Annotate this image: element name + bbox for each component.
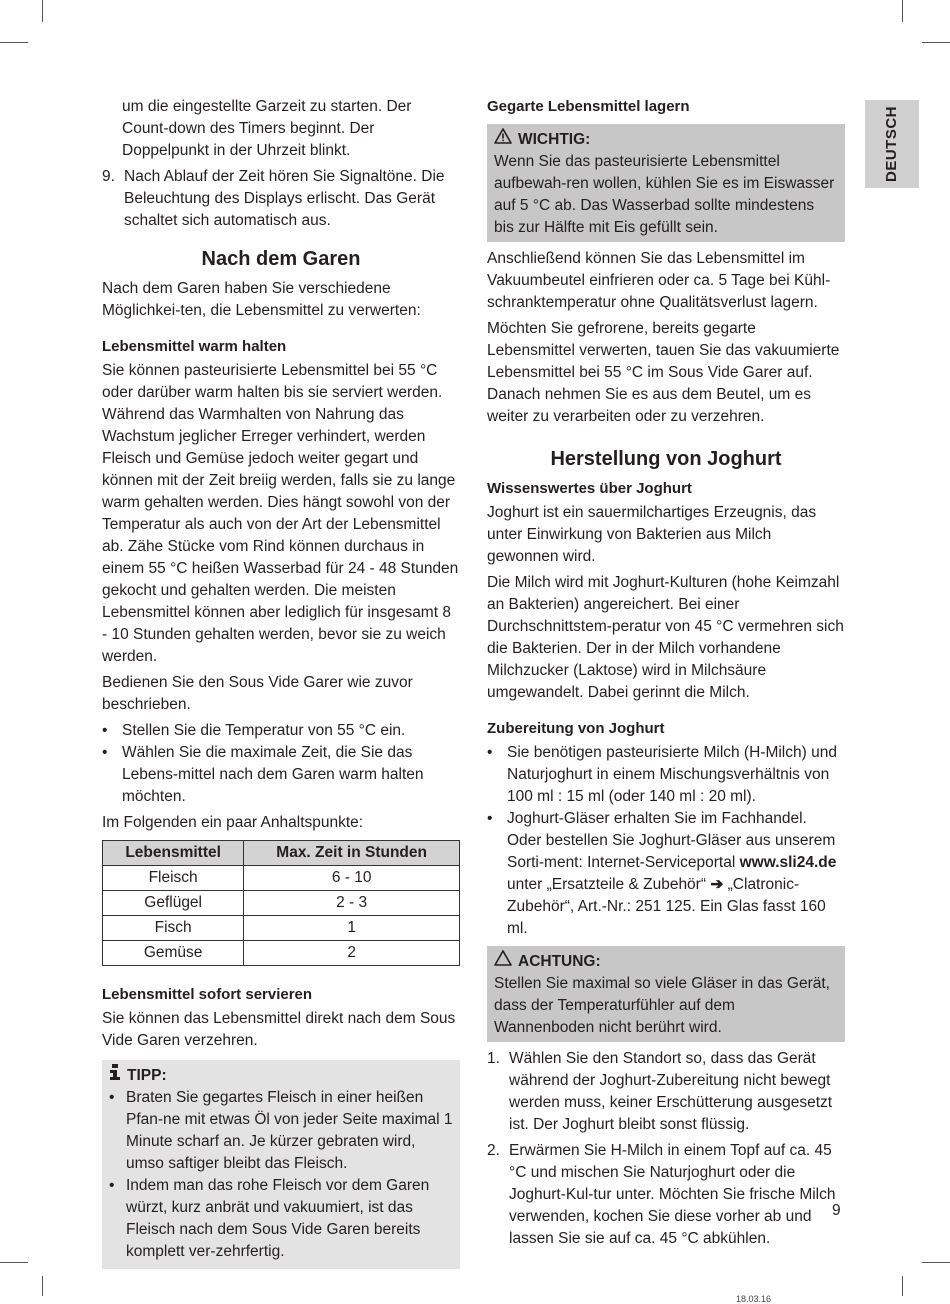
bullet-text: Wählen Sie die maximale Zeit, die Sie das Lebens-mittel nach dem Garen warm halten möchten. (122, 744, 424, 805)
warning-title: WICHTIG: (518, 130, 591, 148)
list-item (102, 720, 460, 742)
table-header: Lebensmittel (103, 841, 244, 866)
table-cell: 2 (244, 941, 460, 966)
section-title-joghurt: Herstellung von Joghurt (550, 448, 782, 470)
table-cell: Gemüse (103, 941, 244, 966)
crop-mark (0, 42, 28, 43)
step-item (487, 1140, 845, 1250)
warning-header (494, 128, 838, 151)
bullet-text-part: „Clatronic-Zubehör“, Art.-Nr.: 251 125. Ein Glas fasst 160 ml. (507, 876, 826, 937)
step-continuation: um die eingestellte Garzeit zu starten. Der Count-down des Timers beginnt. Der Doppelpunkt in der Uhrzeit blinkt. (122, 98, 412, 159)
holding-time-table (102, 840, 460, 966)
crop-mark (42, 1276, 43, 1296)
language-tab (865, 100, 919, 188)
table-intro: Im Folgenden ein paar Anhaltspunkte: (102, 814, 364, 831)
know-paragraph-1: Joghurt ist ein sauermilchartiges Erzeugnis, das unter Einwirkung von Bakterien aus Milch gewonnen wird. (487, 504, 817, 565)
prep-bullet-list (487, 742, 845, 940)
warning-box-wichtig (487, 124, 845, 242)
list-item (487, 808, 845, 940)
bullet-icon: • (109, 1177, 115, 1194)
language-tab-label: DEUTSCH (883, 105, 900, 183)
bullet-text-part: Joghurt-Gläser erhalten Sie im Fachhandel. Oder bestellen Sie Joghurt-Gläser aus unserem Sorti-ment: Internet-Serviceportal (507, 810, 836, 871)
arrow-right-icon: ➔ (710, 876, 724, 893)
table-cell: 2 - 3 (244, 891, 460, 916)
bullet-text (507, 810, 836, 937)
right-column (487, 96, 845, 1250)
step-number: 1. (487, 1050, 500, 1067)
warm-bullet-list (102, 720, 460, 808)
table-row (103, 866, 460, 891)
warm-paragraph-2: Bedienen Sie den Sous Vide Garer wie zuvor beschrieben. (102, 674, 413, 713)
bullet-text: Braten Sie gegartes Fleisch in einer heißen Pfan-ne mit etwas Öl von jeder Seite maximal 1 Minute scharf an. Je kürzer gebraten wird, umso saftiger bleibt das Fleisch. (126, 1089, 453, 1172)
warning-box-achtung (487, 946, 845, 1042)
crop-mark (922, 42, 950, 43)
bullet-text: Stellen Sie die Temperatur von 55 °C ein. (122, 722, 406, 739)
subheading-wissenswertes: Wissenswertes über Joghurt (487, 480, 692, 497)
table-row (103, 916, 460, 941)
warm-paragraph-1: Sie können pasteurisierte Lebensmittel bei 55 °C oder darüber warm halten bis sie serviert werden. Während das Warmhalten von Nahrung das Wachstum jeglicher Erreger verhindert, werden Fleisch und Gemüse jedoch weiter gegart und können mit der Zeit breiig werden, falls sie zu lange warm gehalten werden. Dies hängt sowohl von der Temperatur als auch von der Art der Lebensmittel ab. Zähe Stücke vom Rind können durchaus in einem 55 °C heißen Wasserbad für 24 - 48 Stunden gekocht und gehalten werden. Die meisten Lebensmittel können aber lediglich für insgesamt 8 - 10 Stunden gehalten werden, bevor sie zu weich werden. (102, 362, 459, 665)
left-column (102, 96, 460, 1269)
table-cell: 1 (244, 916, 460, 941)
tip-list (109, 1087, 453, 1263)
table-cell: Fleisch (103, 866, 244, 891)
serve-paragraph: Sie können das Lebensmittel direkt nach dem Sous Vide Garen verzehren. (102, 1010, 456, 1049)
list-item (487, 742, 845, 808)
store-paragraph-2: Möchten Sie gefrorene, bereits gegarte Lebensmittel verwerten, tauen Sie das vakuumierte Lebensmittel bei 55 °C im Sous Vide Garer auf. Danach nehmen Sie es aus dem Beutel, um es weiter zu verarbeiten oder zu verzehren. (487, 320, 840, 425)
subheading-warm-halten: Lebensmittel warm halten (102, 338, 287, 355)
table-cell: 6 - 10 (244, 866, 460, 891)
step-number: 2. (487, 1142, 500, 1159)
steps-list (487, 1048, 845, 1250)
table-cell: Geflügel (103, 891, 244, 916)
step-9 (102, 166, 460, 232)
bullet-icon: • (109, 1089, 115, 1106)
warning-header (494, 950, 838, 973)
shop-link[interactable]: www.sli24.de (739, 854, 837, 871)
print-date: 18.03.16 (736, 1294, 772, 1304)
section-title-nach-dem-garen: Nach dem Garen (201, 248, 361, 270)
crop-mark (42, 0, 43, 22)
page-number: 9 (832, 1202, 841, 1219)
table-header: Max. Zeit in Stunden (244, 841, 460, 866)
info-icon (109, 1064, 121, 1087)
bullet-icon: • (487, 810, 493, 827)
know-paragraph-2: Die Milch wird mit Joghurt-Kulturen (hohe Keimzahl an Bakterien) angereichert. Bei einer Durchschnittstem-peratur von 45 °C vermehren sich die Bakterien. Der in der Milch vorhandene Milchzucker (Laktose) wird in Milchsäure umgewandelt. Dabei gerinnt die Milch. (487, 574, 844, 701)
list-item (102, 742, 460, 808)
warning-triangle-icon (494, 128, 512, 151)
table-header-row (103, 841, 460, 866)
step-text: Nach Ablauf der Zeit hören Sie Signaltöne. Die Beleuchtung des Displays erlischt. Das Gerät schaltet sich automatisch aus. (124, 168, 445, 229)
warning-title: ACHTUNG: (518, 952, 601, 970)
warning-text: Wenn Sie das pasteurisierte Lebensmittel aufbewah-ren wollen, kühlen Sie es im Eiswasser auf 5 °C ab. Das Wasserbad sollte mindestens bis zur Hälfte mit Eis gefüllt sein. (494, 153, 835, 236)
bullet-icon: • (487, 744, 493, 761)
subheading-zubereitung: Zubereitung von Joghurt (487, 720, 665, 737)
subheading-sofort-servieren: Lebensmittel sofort servieren (102, 986, 313, 1003)
intro-paragraph: Nach dem Garen haben Sie verschiedene Möglichkei-ten, die Lebensmittel zu verwerten: (102, 280, 421, 319)
tip-header (109, 1064, 453, 1087)
table-cell: Fisch (103, 916, 244, 941)
bullet-text-part: unter „Ersatzteile & Zubehör“ (507, 876, 707, 893)
subheading-lagern: Gegarte Lebensmittel lagern (487, 98, 690, 115)
bullet-text: Sie benötigen pasteurisierte Milch (H-Milch) und Naturjoghurt in einem Mischungsverhältnis von 100 ml : 15 ml (oder 140 ml : 20 ml). (507, 744, 837, 805)
bullet-icon: • (102, 744, 108, 761)
step-number: 9. (102, 168, 115, 185)
tip-title: TIPP: (127, 1066, 167, 1084)
step-text: Wählen Sie den Standort so, dass das Gerät während der Joghurt-Zubereitung nicht bewegt werden muss, keiner Erschütterung ausgesetzt ist. Der Joghurt bleibt sonst flüssig. (509, 1050, 833, 1133)
warning-text: Stellen Sie maximal so viele Gläser in das Gerät, dass der Temperaturfühler auf dem Wannenboden nicht berührt wird. (494, 975, 830, 1036)
crop-mark (902, 0, 903, 22)
store-paragraph-1: Anschließend können Sie das Lebensmittel im Vakuumbeutel einfrieren oder ca. 5 Tage bei Kühl-schranktemperatur ohne Qualitätsverlust lagern. (487, 250, 831, 311)
crop-mark (922, 1262, 950, 1263)
table-row (103, 941, 460, 966)
warning-triangle-icon (494, 950, 512, 973)
bullet-text: Indem man das rohe Fleisch vor dem Garen würzt, kurz anbrät und vakuumiert, ist das Fleisch nach dem Sous Vide Garen bereits komplett ver-zehrfertig. (126, 1177, 430, 1260)
crop-mark (902, 1276, 903, 1296)
table-row (103, 891, 460, 916)
list-item (109, 1175, 453, 1263)
bullet-icon: • (102, 722, 108, 739)
step-item (487, 1048, 845, 1136)
crop-mark (0, 1262, 28, 1263)
step-text: Erwärmen Sie H-Milch in einem Topf auf ca. 45 °C und mischen Sie Naturjoghurt oder die Joghurt-Kul-tur unter. Möchten Sie frische Milch verwenden, kochen Sie diese vorher ab und lassen Sie sie auf ca. 45 °C abkühlen. (509, 1142, 836, 1247)
list-item (109, 1087, 453, 1175)
tip-box (102, 1060, 460, 1269)
